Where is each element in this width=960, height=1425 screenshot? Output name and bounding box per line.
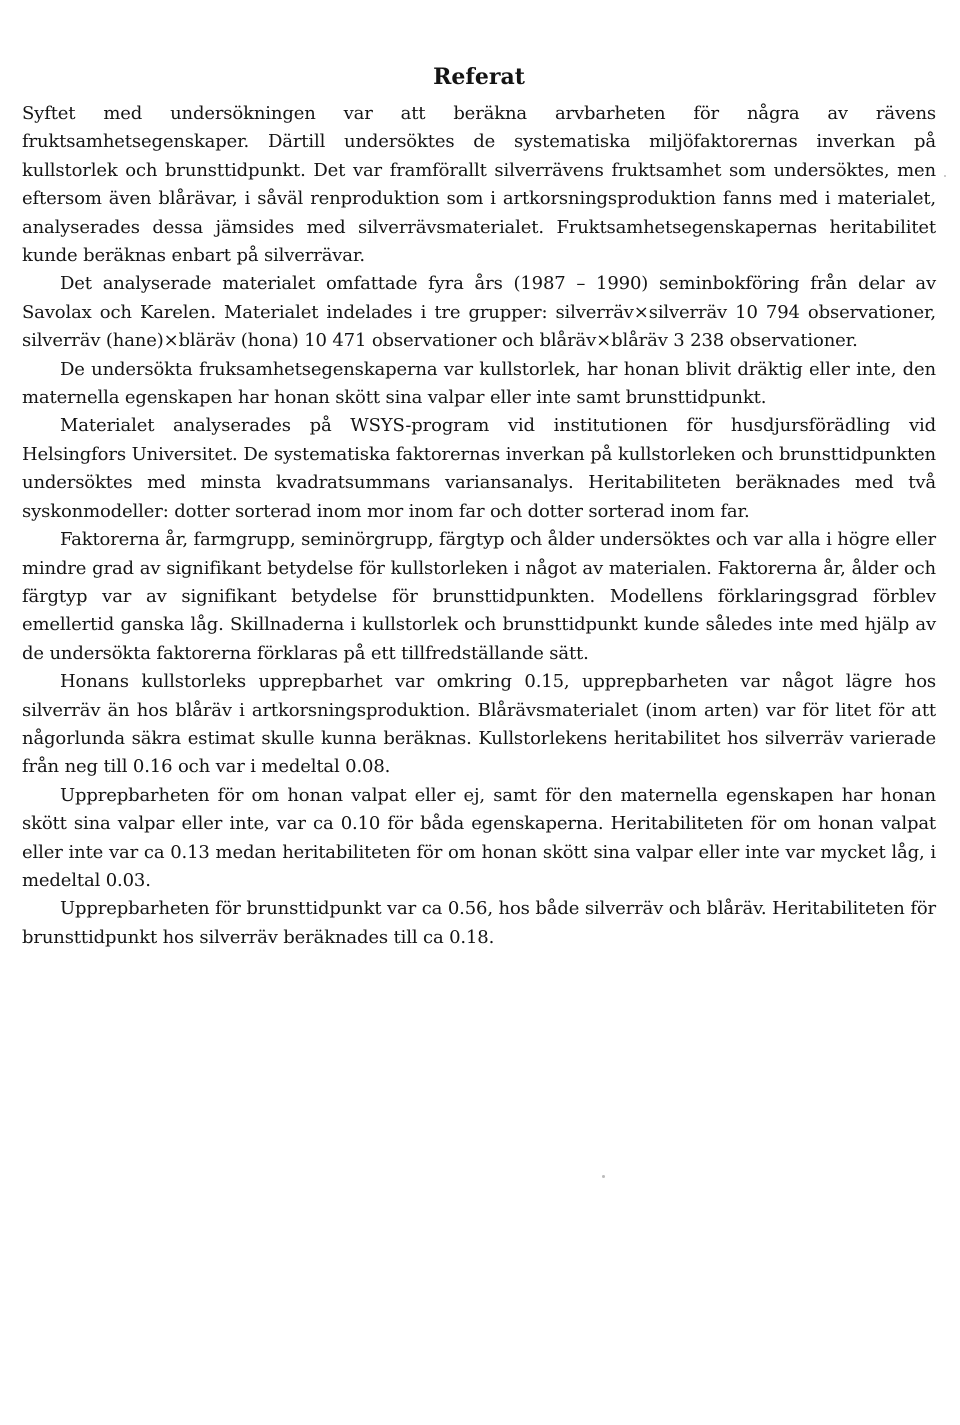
abstract-paragraph-7: Upprepbarheten för om honan valpat eller ej, samt för den maternella egenskapen har honan skött sina valpar eller inte, var ca 0.10 för båda egenskaperna. Heritabiliteten för om honan valpat eller inte var ca 0.13 medan heritabiliteten för om honan skött sina valpar eller inte var mycket låg, i medeltal 0.03.: [22, 784, 936, 891]
abstract-paragraph-8: Upprepbarheten för brunsttidpunkt var ca 0.56, hos både silverräv och blåräv. Heritabiliteten för brunsttidpunkt hos silverräv beräknades till ca 0.18.: [22, 898, 936, 948]
abstract-paragraph-6: Honans kullstorleks upprepbarhet var omkring 0.15, upprepbarheten var något lägre hos silverräv än hos blåräv i artkorsningsproduktion. Blårävsmaterialet (inom arten) var för litet för att någorlunda säkra estimat skulle kunna beräknas. Kullstorlekens heritabilitet hos silverräv varierade från neg till 0.16 och var i medeltal 0.08.: [22, 671, 936, 778]
abstract-paragraph-2: Det analyserade materialet omfattade fyra års (1987 – 1990) seminbokföring från delar av Savolax och Karelen. Materialet indelades i tre grupper: silverräv×silverräv 10 794 observationer, silverräv (hane)×bläräv (hona) 10 471 observationer och blåräv×blåräv 3 238 observationer.: [22, 273, 936, 352]
scan-speck: [602, 1175, 605, 1178]
abstract-paragraph-4: Materialet analyserades på WSYS-program vid institutionen för husdjursförädling vid Helsingfors Universitet. De systematiska faktorernas inverkan på kullstorleken och brunsttidpunkten undersöktes med minsta kvadratsummans variansanalys. Heritabiliteten beräknades med två syskonmodeller: dotter sorterad inom mor inom far och dotter sorterad inom far.: [22, 415, 936, 522]
page-title: Referat: [433, 64, 525, 90]
document-page: [22, 62, 936, 952]
abstract-paragraph-1: Syftet med undersökningen var att beräkna arvbarheten för några av rävens fruktsamhetsegenskaper. Därtill undersöktes de systematiska miljöfaktorernas inverkan på kullstorlek och brunsttidpunkt. Det var framförallt silverrävens fruktsamhet som undersöktes, men eftersom även blårävar, i såväl renproduktion som i artkorsningsproduktion fanns med i materialet, analyserades dessa jämsides med silverrävsmaterialet. Fruktsamhetsegenskapernas heritabilitet kunde beräknas enbart på silverrävar.: [22, 103, 936, 267]
scan-speck: [944, 175, 946, 177]
abstract-paragraph-3: De undersökta fruksamhetsegenskaperna var kullstorlek, har honan blivit dräktig eller inte, den maternella egenskapen har honan skött sina valpar eller inte samt brunsttidpunkt.: [22, 358, 936, 409]
abstract-paragraph-5: Faktorerna år, farmgrupp, seminörgrupp, färgtyp och ålder undersöktes och var alla i högre eller mindre grad av signifikant betydelse för kullstorleken i något av materialen. Faktorerna år, ålder och färgtyp var av signifikant betydelse för brunsttidpunkten. Modellens förklaringsgrad förblev emellertid ganska låg. Skillnaderna i kullstorlek och brunsttidpunkt kunde således inte med hjälp av de undersökta faktorerna förklaras på ett tillfredställande sätt.: [22, 529, 936, 664]
